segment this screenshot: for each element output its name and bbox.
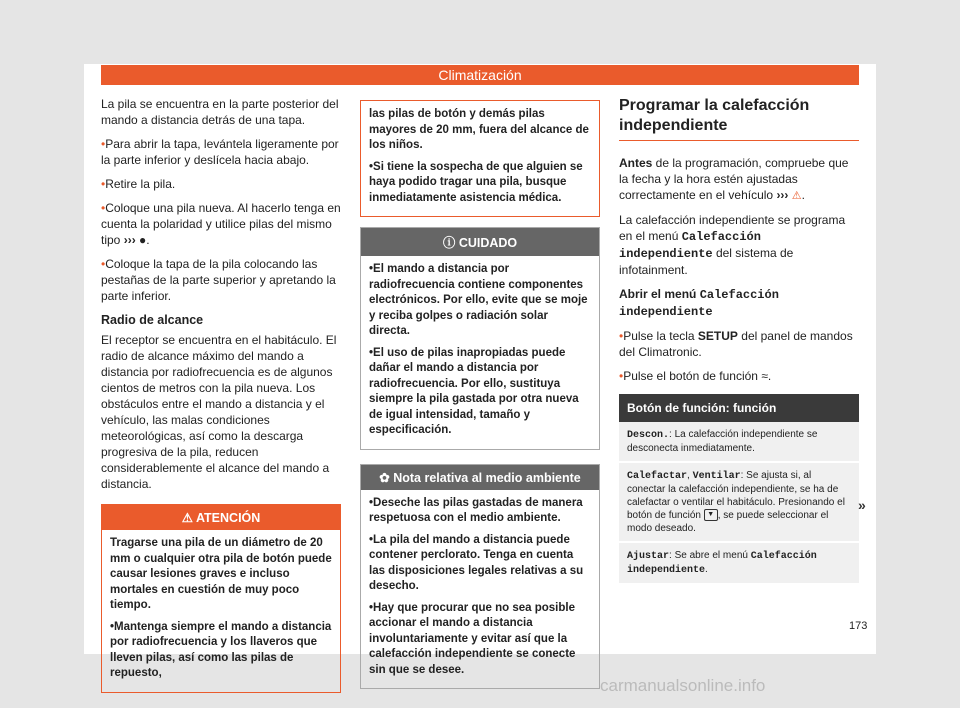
function-table [619, 394, 859, 585]
row-text: , se puede seleccionar el modo deseado. [627, 510, 829, 534]
menu-name: Calefacción independiente [619, 230, 761, 261]
paragraph [619, 212, 859, 278]
warning-text: Tragarse una pila de un diámetro de 20 mm o cualquier otra pila de botón puede causar lesiones graves e incluso mortales en cuestión de muy poco tiempo. [110, 537, 332, 611]
page-number: 173 [849, 620, 868, 632]
row-text: . [705, 564, 708, 575]
section-title: Programar la calefacción independiente [619, 96, 859, 141]
function-key: Calefactar [627, 471, 688, 482]
text: del panel de mandos del Climatronic. [619, 329, 853, 359]
table-header: Botón de función: función [619, 394, 859, 422]
row-text: : Se abre el menú [669, 550, 751, 561]
bullet: • Pulse el botón de función ≈. [619, 368, 859, 384]
warning-icon: ⚠ [181, 511, 193, 525]
row-text: : Se ajusta si, al conectar la calefacción independiente, se ha de calefactar o ventilar el habitáculo. Presionando el botón de función [627, 470, 845, 521]
subheading [619, 286, 859, 320]
function-key: Ventilar [692, 471, 741, 482]
warning-icon: ⚠ [791, 190, 802, 202]
cross-ref[interactable]: ››› [776, 188, 789, 202]
warning-box-continued [360, 100, 600, 217]
bullet: • Para abrir la tapa, levántela ligeramente por la parte inferior y deslícela hacia abajo. [101, 136, 341, 168]
paragraph: La pila se encuentra en la parte posterior del mando a distancia detrás de una tapa. [101, 97, 339, 127]
watermark: carmanualsonline.info [600, 676, 766, 695]
text: La calefacción independiente se programa en el menú [619, 213, 846, 243]
bullet: • Coloque la tapa de la pila colocando las pestañas de la parte superior y apretando la parte inferior. [101, 256, 341, 304]
bullet: • Coloque una pila nueva. Al hacerlo tenga en cuenta la polaridad y utilice pilas del mismo tipo ››› ●. [101, 200, 341, 248]
setup-key: SETUP [697, 329, 738, 343]
chapter-banner: Climatización [101, 65, 859, 85]
environment-body [361, 490, 599, 689]
bold-word: Antes [619, 156, 653, 170]
menu-name: Calefacción independiente [627, 551, 817, 576]
warning-bullet: • Mantenga siempre el mando a distancia por radiofrecuencia y los llaveros que lleven pilas, así como las pilas de repuesto, [110, 620, 332, 682]
text: Abrir el menú [619, 287, 700, 301]
function-key: Descon. [627, 430, 670, 441]
environment-box [360, 464, 600, 690]
continued-mark: » [858, 497, 866, 513]
text: Pulse la tecla [623, 329, 698, 343]
warning-body [361, 101, 599, 216]
bullet-text: Coloque una pila nueva. Al hacerlo tenga en cuenta la polaridad y utilice pilas del mismo tipo [101, 201, 341, 247]
caution-body [361, 256, 599, 449]
column-1 [101, 96, 341, 703]
environment-bullet: • Hay que procurar que no sea posible accionar el mando a distancia involuntariamente y evitar así que la calefacción independiente se conecte sin que se desee. [369, 601, 591, 679]
environment-title: Nota relativa al medio ambiente [393, 470, 581, 485]
warning-box [101, 504, 341, 693]
warning-icon: ● [139, 233, 147, 247]
warning-title: ATENCIÓN [195, 511, 261, 525]
text: Pulse el botón de función [623, 369, 758, 383]
column-2 [360, 100, 600, 699]
section-heading: Radio de alcance [101, 313, 204, 327]
leaf-icon: ✿ [379, 470, 390, 485]
warning-bullet: • Si tiene la sospecha de que alguien se haya podido tragar una pila, busque inmediatamente asistencia médica. [369, 160, 591, 207]
menu-name: Calefacción independiente [619, 288, 779, 319]
column-3 [619, 96, 859, 585]
chevron-down-icon: ▼ [704, 509, 718, 521]
info-icon: ⓘ [442, 236, 456, 250]
table-row [619, 463, 859, 543]
bullet: • Retire la pila. [101, 176, 341, 192]
heater-icon: ≈ [761, 369, 768, 383]
environment-bullet: • La pila del mando a distancia puede contener perclorato. Tenga en cuenta las disposiciones legales relativas a su desecho. [369, 533, 591, 595]
environment-header [361, 465, 599, 490]
environment-bullet: • Deseche las pilas gastadas de manera respetuosa con el medio ambiente. [369, 496, 591, 527]
warning-text: las pilas de botón y demás pilas mayores de 20 mm, fuera del alcance de los niños. [369, 108, 589, 151]
paragraph: El receptor se encuentra en el habitáculo. El radio de alcance máximo del mando a distancia por radiofrecuencia es de algunos cientos de metros con la pila nueva. Los obstáculos entre el mando a distancia y el vehículo, las malas condiciones meteorológicas, así como la descarga progresiva de la pila, reducen considerablemente el alcance del mando a distancia. [101, 333, 337, 491]
caution-header [361, 228, 599, 256]
paragraph: Antes de la programación, compruebe que la fecha y la hora estén ajustadas correctamente en el vehículo ››› ⚠. [619, 156, 849, 202]
cross-ref[interactable]: ››› [123, 233, 136, 247]
separator: , [687, 470, 693, 481]
caution-title: CUIDADO [458, 236, 518, 250]
text: de la programación, compruebe que la fecha y la hora estén ajustadas correctamente en el vehículo [619, 156, 849, 202]
table-row [619, 543, 859, 585]
function-key: Ajustar [627, 551, 670, 562]
bullet [619, 328, 859, 360]
text: del sistema de infotainment. [619, 246, 794, 277]
warning-header [102, 505, 340, 530]
table-row [619, 422, 859, 463]
caution-bullet: • El uso de pilas inapropiadas puede dañar el mando a distancia por radiofrecuencia. Por ello, sustituya siempre la pila gastada por otra nueva de igual intensidad, tamaño y especificación. [369, 346, 591, 439]
warning-body [102, 530, 340, 692]
row-text: : La calefacción independiente se desconecta inmediatamente. [627, 429, 818, 454]
caution-box [360, 227, 600, 450]
caution-bullet: • El mando a distancia por radiofrecuencia contiene componentes electrónicos. Por ello, evite que se moje y reciba golpes o radiación solar directa. [369, 262, 591, 340]
